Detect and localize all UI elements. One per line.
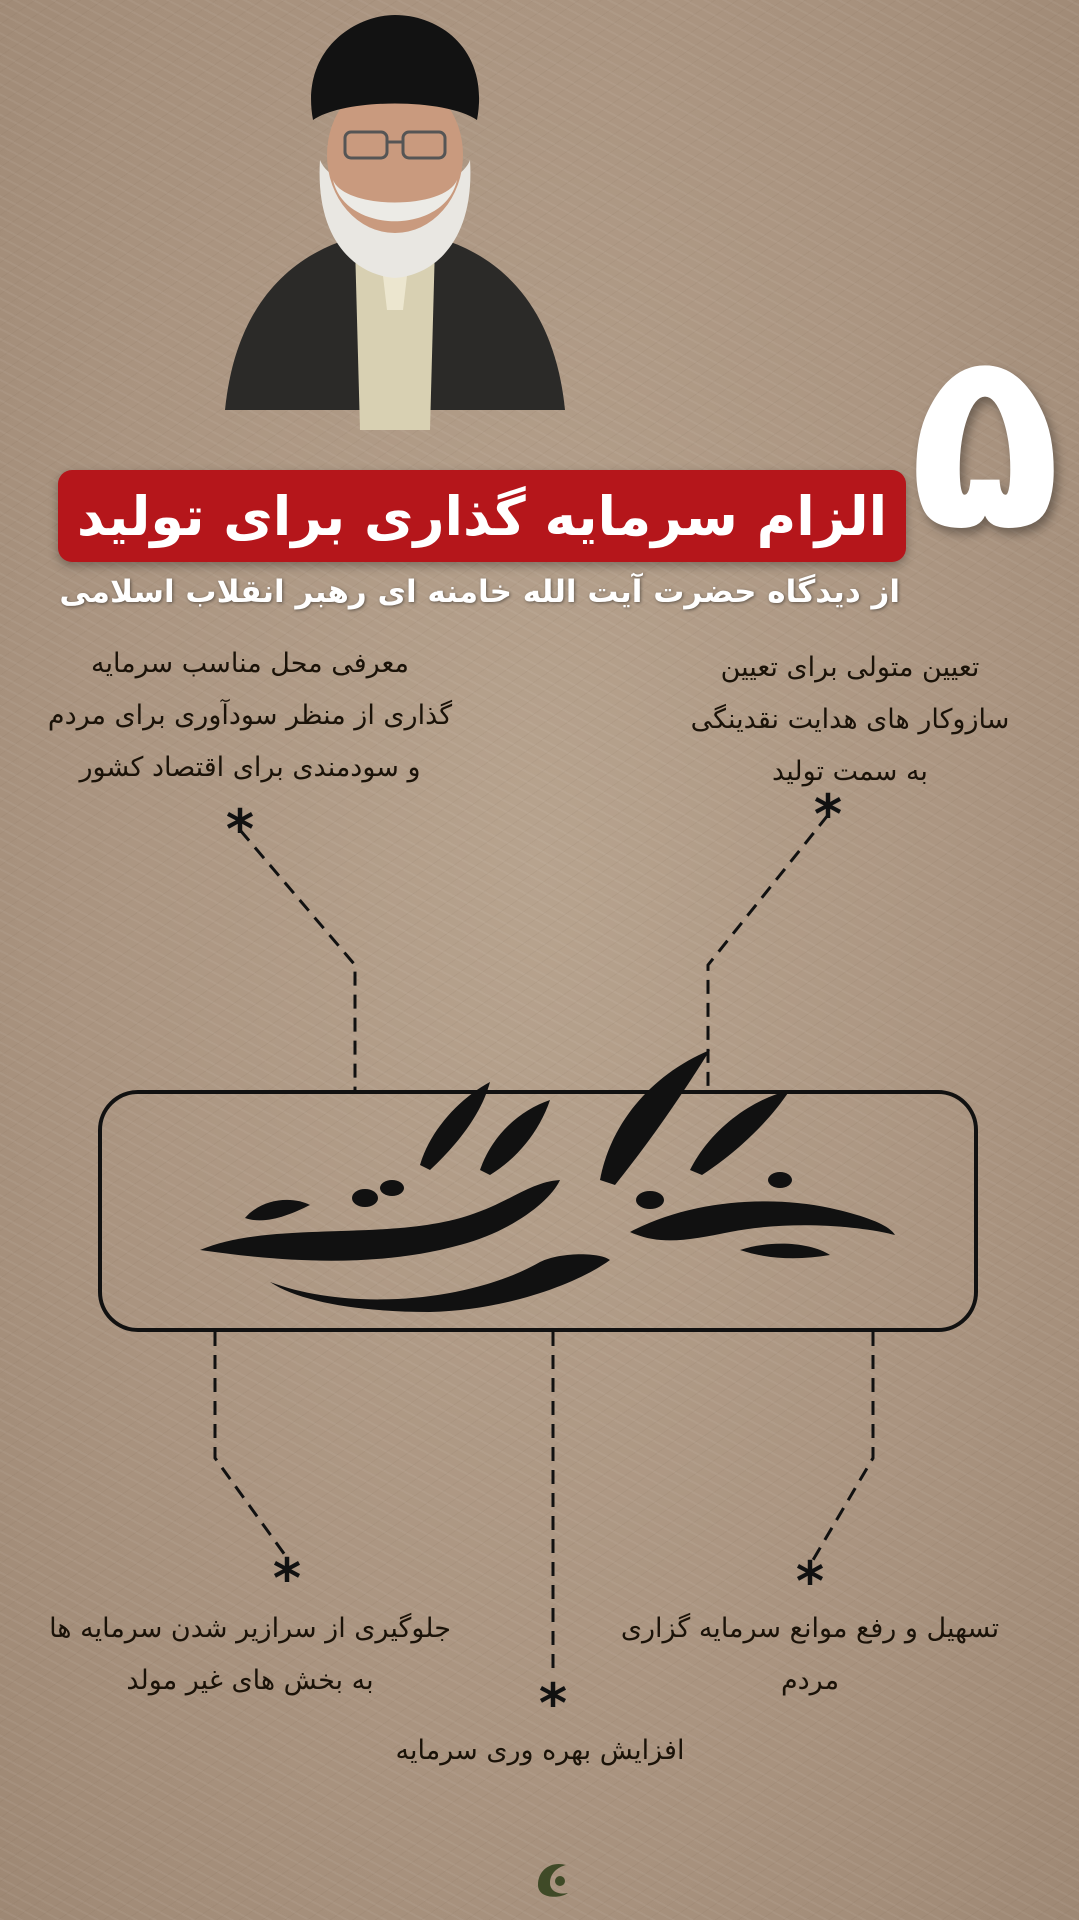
logo-icon [530, 1855, 576, 1901]
item-line: تعیین متولی برای تعیین [720, 652, 980, 683]
item-facilitate-investment [600, 1603, 1020, 1707]
page-title: الزام سرمایه گذاری برای تولید [76, 484, 888, 548]
item-line: تسهیل و رفع موانع سرمایه گزاری [620, 1613, 1000, 1644]
item-line: جلوگیری از سرازیر شدن سرمایه ها [49, 1613, 451, 1644]
calligraphy-artwork [130, 1020, 950, 1320]
asterisk-icon: * [795, 1550, 825, 1613]
item-line: و سودمندی برای اقتصاد کشور [79, 752, 421, 783]
item-line: گذاری از منظر سودآوری برای مردم [47, 700, 453, 731]
portrait-image [205, 10, 585, 430]
item-line: سازوکار های هدایت نقدینگی [690, 704, 1010, 735]
asterisk-icon: * [538, 1672, 568, 1735]
item-line: افزایش بهره وری سرمایه [395, 1735, 685, 1766]
asterisk-icon: * [813, 783, 843, 846]
title-banner [58, 470, 906, 562]
item-line: به سمت تولید [772, 756, 928, 787]
item-line: مردم [780, 1665, 840, 1696]
item-line: معرفی محل مناسب سرمایه [90, 648, 410, 679]
asterisk-icon: * [272, 1547, 302, 1610]
item-liquidity-guidance [640, 642, 1060, 798]
page-subtitle: از دیدگاه حضرت آیت الله خامنه ای رهبر انقلاب اسلامی [59, 574, 900, 610]
episode-number: ۵ [908, 294, 1062, 585]
item-investment-location [40, 638, 460, 794]
item-prevent-capital-flight [40, 1603, 460, 1707]
item-capital-productivity [330, 1725, 750, 1777]
item-line: به بخش های غیر مولد [126, 1665, 374, 1696]
asterisk-icon: * [225, 798, 255, 861]
